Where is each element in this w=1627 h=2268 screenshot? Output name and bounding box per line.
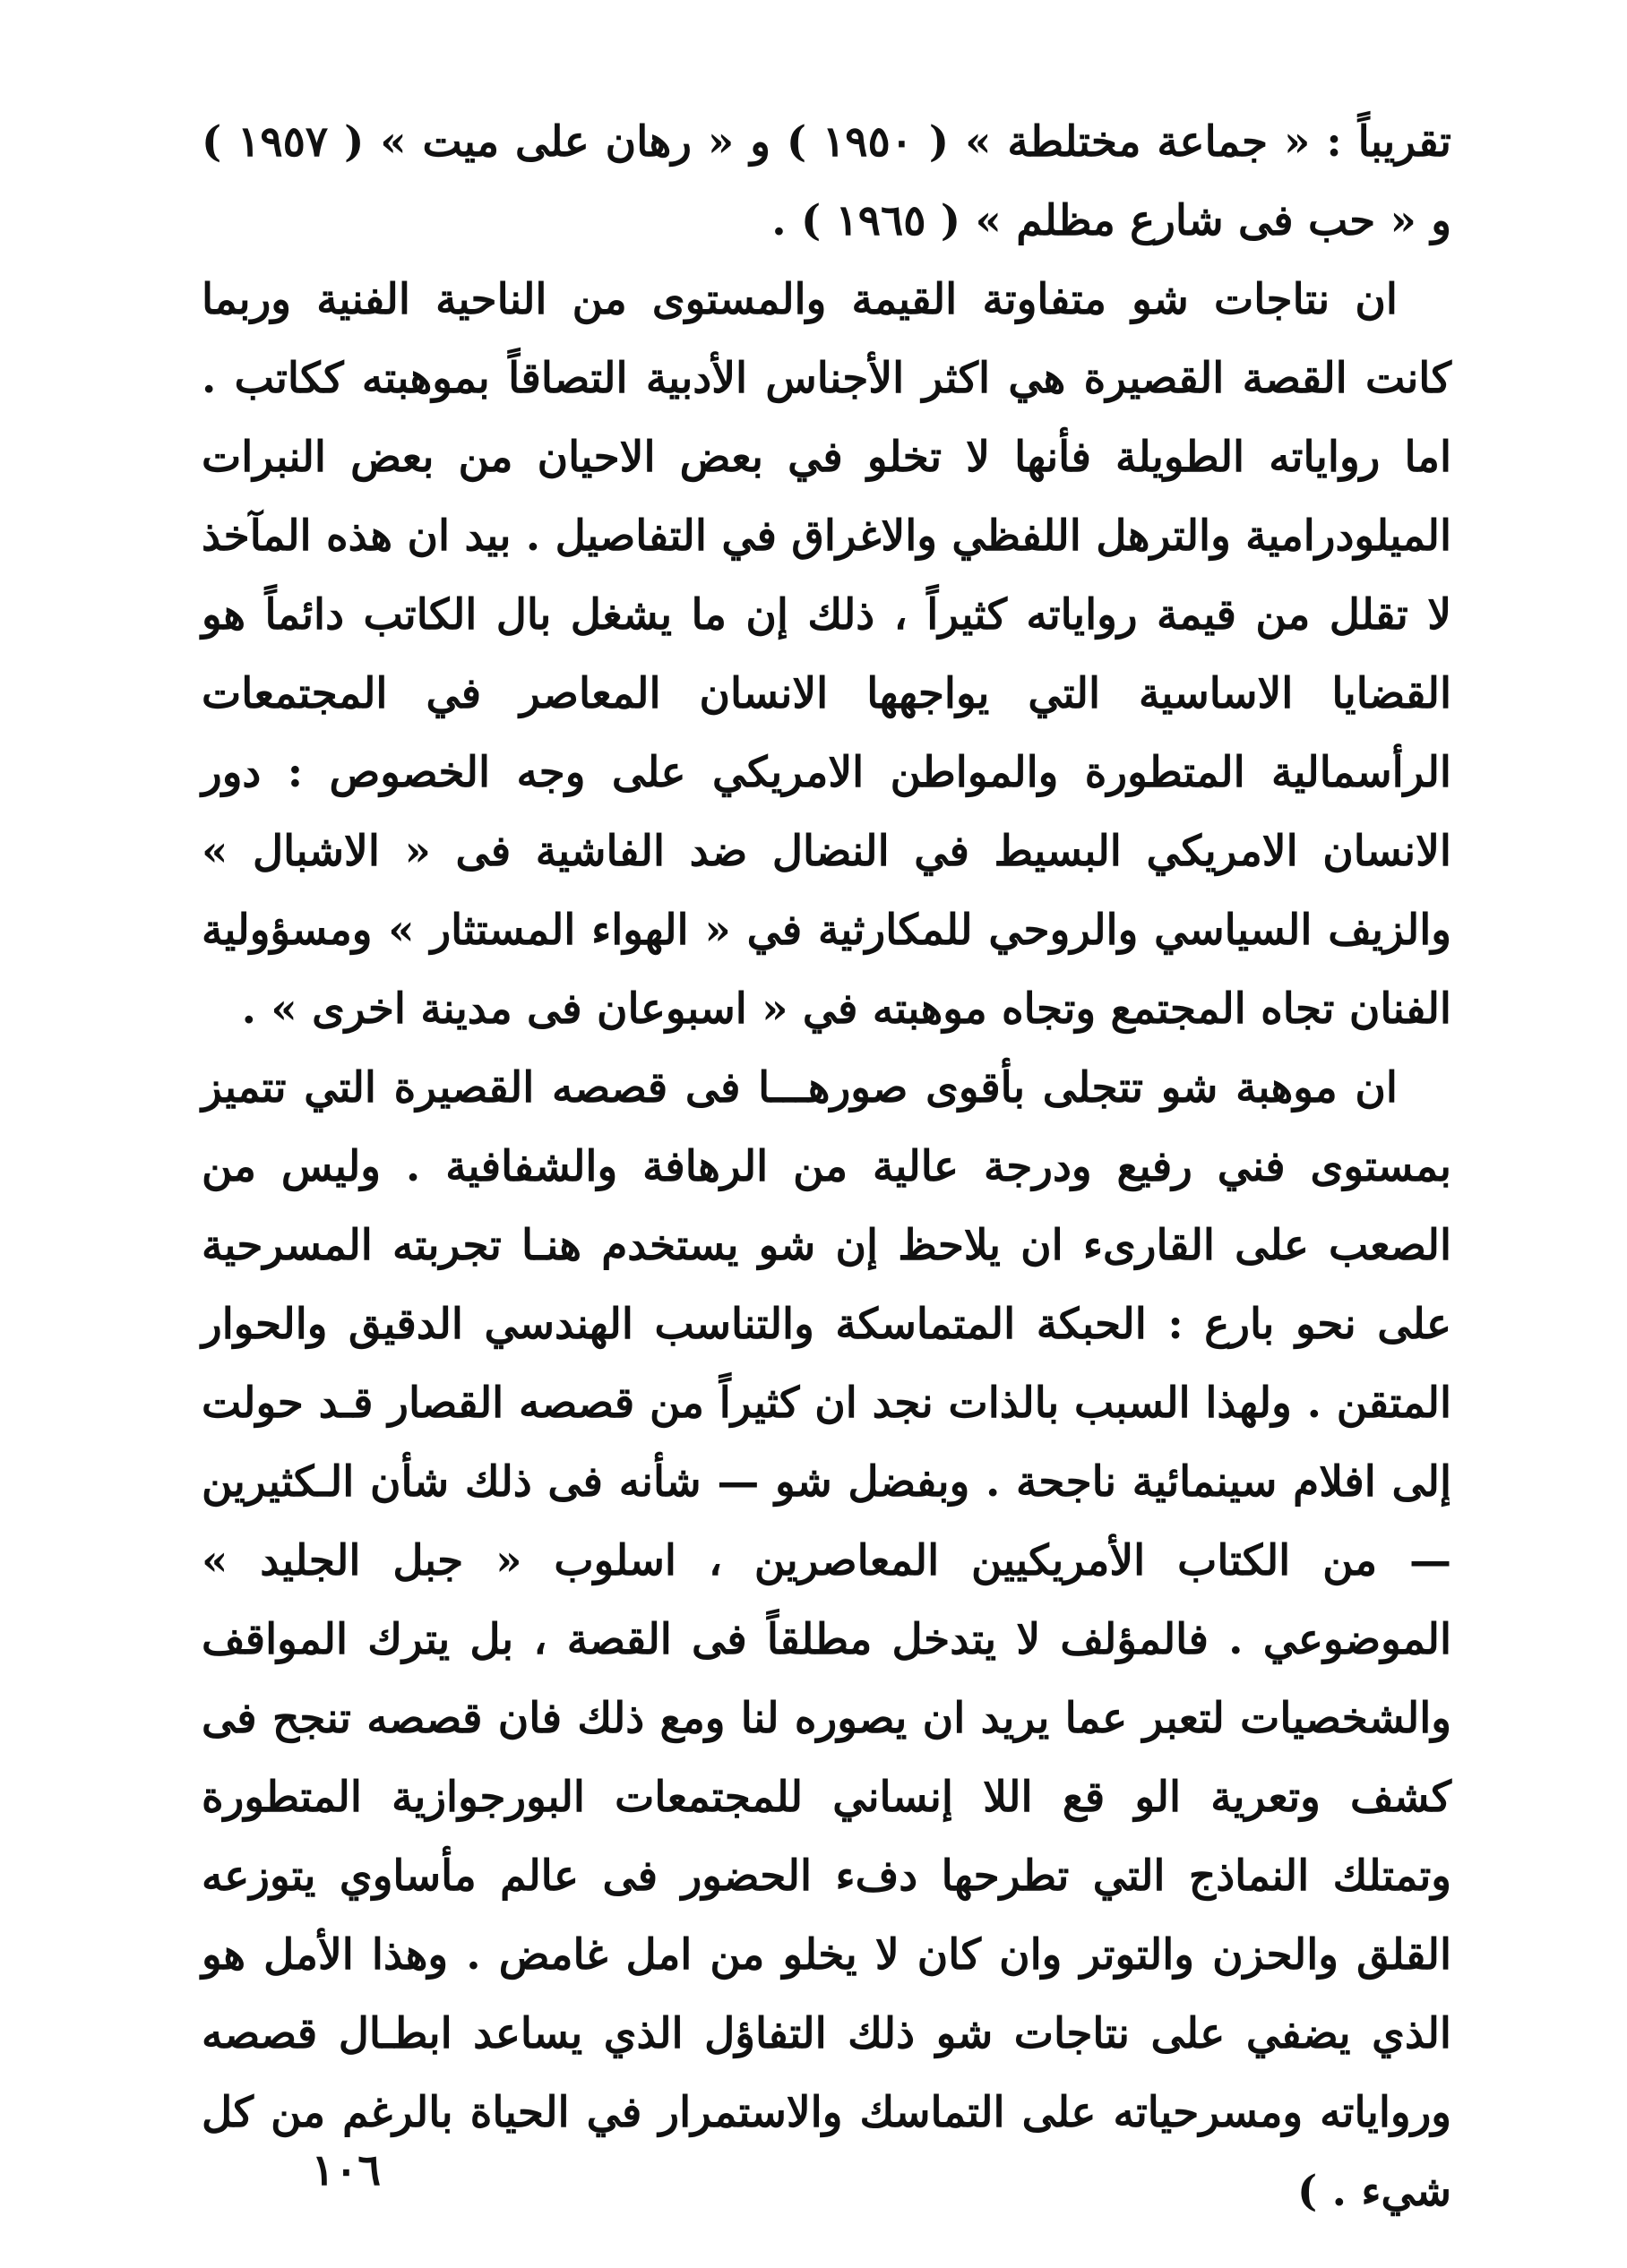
paragraph-short-stories: ان موهبة شو تتجلى بأقوى صورهـــا فى قصصه القصيرة التي تتميز بمستوى فني رفيع ودرجة عالية من الرهافة والشفافية . وليس من الصعب على القارىء ان يلاحظ إن شو يستخدم هنـا تجربته المسرحية على نحو بارع : الحبكة المتماسكة والتناسب الهندسي الدقيق والحوار المتقن . ولهذا السبب بالذات نجد ان كثيراً من قصصه القصار قـد حولت إلى افلام سينمائية ناجحة . وبفضل شو — شأنه فى ذلك شأن الـكثيرين — من الكتاب الأمريكيين المعاصرين ، اسلوب « جبل الجليد » الموضوعي . فالمؤلف لا يتدخل مطلقاً فى القصة ، بل يترك المواقف والشخصيات لتعبر عما يريد ان يصوره لنا ومع ذلك فان قصصه تنجح فى كشف وتعرية الو قع اللا إنساني للمجتمعات البورجوازية المتطورة وتمتلك النماذج التي تطرحها دفء الحضور فى عالم مأساوي يتوزعه القلق والحزن والتوتر وان كان لا يخلو من امل غامض . وهذا الأمل هو الذي يضفي على نتاجات شو ذلك التفاؤل الذي يساعد ابطـال قصصه ورواياته ومسرحياته على التماسك والاستمرار في الحياة بالرغم من كل شيء . ) [202,1063,1451,2216]
body-text [202,103,1451,2231]
page-number: ١٠٦ [311,2145,381,2195]
paragraph-shaw-works: ان نتاجات شو متفاوتة القيمة والمستوى من الناحية الفنية وربما كانت القصة القصيرة هي اكثر الأجناس الأدبية التصاقاً بموهبته ككاتب . اما رواياته الطويلة فأنها لا تخلو في بعض الاحيان من بعض النبرات الميلودرامية والترهل اللفظي والاغراق في التفاصيل . بيد ان هذه المآخذ لا تقلل من قيمة رواياته كثيراً ، ذلك إن ما يشغل بال الكاتب دائماً هو القضايا الاساسية التي يواجهها الانسان المعاصر في المجتمعات الرأسمالية المتطورة والمواطن الامريكي على وجه الخصوص : دور الانسان الامريكي البسيط في النضال ضد الفاشية فى « الاشبال » والزيف السياسي والروحي للمكارثية في « الهواء المستثار » ومسؤولية الفنان تجاه المجتمع وتجاه موهبته في « اسبوعان فى مدينة اخرى » . [202,275,1451,1034]
paragraph-continuation: تقريباً : « جماعة مختلطة » ( ١٩٥٠ ) و « رهان على ميت » ( ١٩٥٧ ) و « حب فى شارع مظلم » ( ١٩٦٥ ) . [202,117,1451,245]
